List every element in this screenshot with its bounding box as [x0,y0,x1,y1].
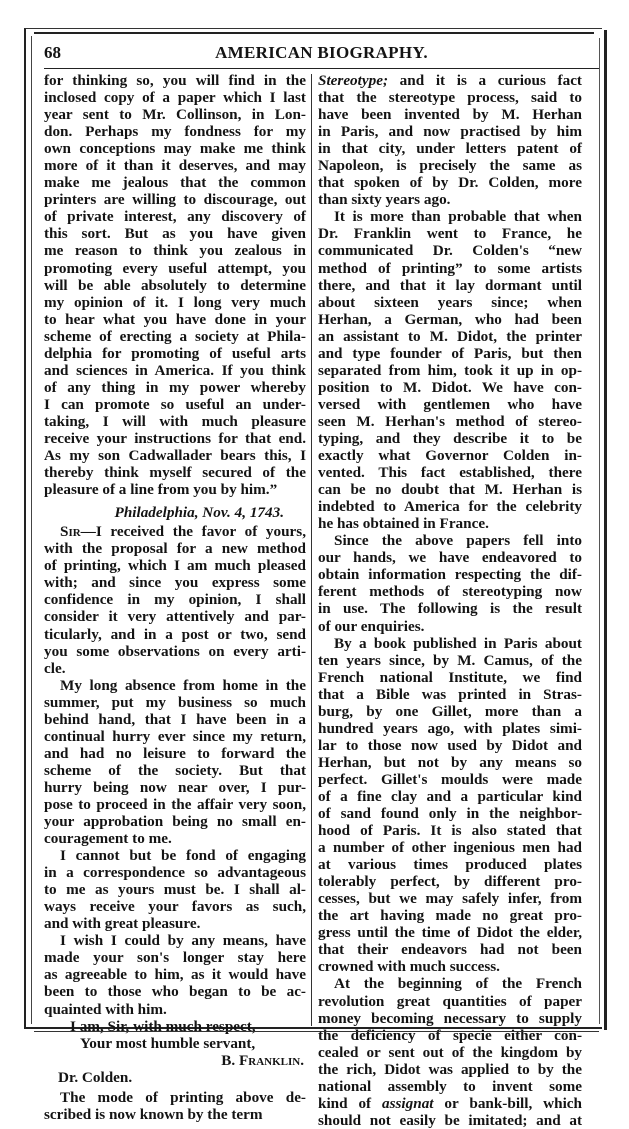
paragraph-line: hundred years ago, with plates simi- [318,719,582,737]
paragraph-line: at various times produced plates [318,856,582,874]
line-text: kind of [318,1094,383,1112]
paragraph-line: pose to proceed in the affair very soon, [44,795,306,813]
paragraph-line: to hear what you have done in your [44,310,306,328]
column-divider [311,74,312,1026]
letter-dateline: Philadelphia, Nov. 4, 1743. [114,504,284,522]
paragraph-line: indebted to America for the celebrity [318,498,582,516]
paragraph-line: burg, by one Gillet, more than a [318,702,582,720]
paragraph-line: obtain information respecting the dif- [318,566,582,584]
paragraph-line: I wish I could by any means, have [60,932,306,950]
left-inner-border [31,36,32,1024]
paragraph-line: Since the above papers fell into [334,532,582,550]
paragraph-line: quainted with him. [44,1000,167,1018]
paragraph-line: of printing, which I am much pleased [44,557,306,575]
paragraph-line: inclosed copy of a paper which I last [44,89,306,107]
left-column [44,72,306,1123]
letter-closing-servant: Your most humble servant, [80,1034,256,1052]
paragraph-line: he has obtained in France. [318,515,489,533]
signature-name: Franklin. [238,1051,304,1069]
signature-initial: B. [221,1051,239,1069]
paragraph-line: been to those who began to be ac- [44,983,306,1001]
paragraph-line: with the proposal for a new method [44,540,306,558]
bottom-border-rule [34,1031,599,1032]
paragraph-line: about sixteen years since; when [318,293,582,311]
paragraph-line: It is more than probable that when [334,208,582,226]
paragraph-line: year sent to Mr. Collinson, in Lon- [44,106,306,124]
paragraph-line: By a book published in Paris about [334,634,582,652]
right-inner-border [599,38,600,1024]
paragraph-line: couragement to me. [44,830,172,848]
paragraph-line: ways receive your favors as such, [44,898,306,916]
paragraph-line: cealed or sent out of the kingdom by [318,1043,582,1061]
right-column [318,72,582,1129]
paragraph-line: than sixty years ago. [318,191,451,209]
paragraph-line: will be able absolutely to determine [44,276,306,294]
paragraph-line: and sciences in America. If you think [44,361,306,379]
paragraph-line: ferent methods of stereotyping now [318,583,582,601]
running-head [44,43,599,65]
paragraph-line: gress until the time of Didot the elder, [318,924,582,942]
paragraph-line: to me as yours must be. I shall al- [44,881,306,899]
paragraph-line: national assembly to invent some [318,1077,582,1095]
paragraph-line: exactly what Governor Colden in- [318,447,582,465]
salutation-text: —I received the favor of yours, [80,523,306,541]
paragraph-line: scribed is now known by the term [44,1105,263,1123]
paragraph-line: an assistant to M. Didot, the printer [318,327,582,345]
paragraph-line [318,72,582,89]
paragraph-line: pleasure of a line from you by him.” [44,481,278,499]
paragraph-line: promoting every useful attempt, you [44,259,306,277]
paragraph-line: your approbation being no small en- [44,813,306,831]
line-text: and it is a curious fact [388,72,582,89]
paragraph-line: The mode of printing above de- [60,1088,306,1106]
paragraph-line: lar to those now used by Didot and [318,736,582,754]
paragraph-line: me reason to think you zealous in [44,242,306,260]
paragraph-line: French national Institute, we find [318,668,582,686]
paragraph-line: you some observations on every arti- [44,642,306,660]
paragraph-line: At the beginning of the French [334,975,582,993]
page-number: 68 [44,43,61,62]
paragraph-line: revolution great quantities of paper [318,992,582,1010]
paragraph-line: consider it very attentively and par- [44,608,306,626]
paragraph-line: Herhan, but not by any means so [318,753,582,771]
paragraph-line: of sand found only in the neighbor- [318,805,582,823]
paragraph-line: in a correspondence so advantageous [44,864,306,882]
paragraph-line: My long absence from home in the [60,676,306,694]
paragraph-line: should not easily be imitated; and at [318,1111,582,1129]
paragraph-line [318,1095,582,1112]
paragraph-line: in use. The following is the result [318,600,582,618]
paragraph-line: make me jealous that the common [44,174,306,192]
paragraph-line: continual hurry ever since my return, [44,727,306,745]
paragraph-line: this sort. But as you have given [44,225,306,243]
paragraph-line: crowned with much success. [318,958,500,976]
paragraph-line: tolerably perfect, by different pro- [318,873,582,891]
paragraph-line: in that city, under letters patent of [318,140,582,158]
paragraph-line: as agreeable to him, as it would have [44,966,306,984]
paragraph-line: our hands, we have endeavored to [318,549,582,567]
paragraph-line: ten years since, by M. Camus, of the [318,651,582,669]
paragraph-line: of any thing in my power whereby [44,378,306,396]
paragraph-line: typing, and they describe it to be [318,429,582,447]
paragraph-line: I cannot but be fond of engaging [60,847,306,865]
paragraph-line: thereby think myself secured of the [44,464,306,482]
paragraph-line: with; and since you express some [44,574,306,592]
paragraph-line: position to M. Didot. We have con- [318,378,582,396]
paragraph-line: scheme of erecting a society at Phila- [44,327,306,345]
italic-term: assignat [382,1094,434,1112]
paragraph-line: behind hand, that I have been in a [44,710,306,728]
signature [44,1052,306,1069]
paragraph-line: a number of other ingenious men had [318,839,582,857]
paragraph-line: and with great pleasure. [44,915,201,933]
paragraph-line: printers are willing to discourage, out [44,191,306,209]
paragraph-line: versed with gentlemen who have [318,395,582,413]
header-rule [44,68,599,69]
addressee: Dr. Colden. [58,1068,133,1086]
paragraph-line: of private interest, any discovery of [44,208,306,226]
paragraph-line: cesses, but we may safely infer, from [318,890,582,908]
line-text: or bank-bill, which [433,1094,582,1112]
paragraph-line: don. Perhaps my fondness for my [44,123,306,141]
paragraph-line: seen M. Herhan's method of stereo- [318,412,582,430]
paragraph-line: confidence in my opinion, I shall [44,591,306,609]
paragraph-line: can be no doubt that M. Herhan is [318,481,582,499]
paragraph-line: I can promote so useful an under- [44,395,306,413]
right-outer-border [604,30,607,1030]
salutation-line [44,523,306,540]
paragraph-line: method of printing” to some artists [318,259,582,277]
letter-closing: I am, Sir, with much respect, [70,1017,256,1035]
paragraph-line: cle. [44,659,66,677]
paragraph-line: the deficiency of specie either con- [318,1026,582,1044]
paragraph-line: in Paris, and now practised by him [318,123,582,141]
paragraph-line: hurry being now near over, I pur- [44,778,306,796]
running-head-title: AMERICAN BIOGRAPHY. [215,43,428,62]
paragraph-line: that the stereotype process, said to [318,89,582,107]
paragraph-line: delphia for promoting of useful arts [44,344,306,362]
paragraph-line: that their endeavors had not been [318,941,582,959]
paragraph-line: Herhan, a German, who had been [318,310,582,328]
paragraph-line: have been invented by M. Herhan [318,106,582,124]
paragraph-line: there, and that it lay dormant until [318,276,582,294]
paragraph-line: that a Bible was printed in Stras- [318,685,582,703]
paragraph-line: Napoleon, is precisely the same as [318,157,582,175]
paragraph-line: receive your instructions for that end. [44,429,306,447]
paragraph-line: that spoken of by Dr. Colden, more [318,174,582,192]
paragraph-line: my opinion of it. I long very much [44,293,306,311]
paragraph-line: for thinking so, you will find in the [44,72,306,89]
paragraph-line: of a fine clay and a particular kind [318,787,582,805]
paragraph-line: summer, put my business so much [44,693,306,711]
paragraph-line: Dr. Franklin went to France, he [318,225,582,243]
paragraph-line: and type founder of Paris, but then [318,344,582,362]
paragraph-line: scheme of the society. But that [44,761,306,779]
paragraph-line: the rich, Didot was applied to by the [318,1060,582,1078]
paragraph-line: and had no leisure to forward the [44,744,306,762]
top-border-rule [34,32,594,34]
paragraph-line: communicated Dr. Colden's “new [318,242,582,260]
paragraph-line: of our enquiries. [318,617,425,635]
paragraph-line: separated from him, took it up in op- [318,361,582,379]
paragraph-line: hood of Paris. It is also stated that [318,822,582,840]
salutation: Sir [60,523,81,541]
paragraph-line: As my son Cadwallader bears this, I [44,447,306,465]
paragraph-line: ticularly, and in a post or two, send [44,625,306,643]
paragraph-line: vented. This fact established, there [318,464,582,482]
paragraph-line: perfect. Gillet's moulds were made [318,770,582,788]
paragraph-line: money becoming necessary to supply [318,1009,582,1027]
paragraph-line: taking, I will with much pleasure [44,412,306,430]
italic-term: Stereotype; [318,72,389,89]
paragraph-line: the art having made no great pro- [318,907,582,925]
paragraph-line: more of it than it deserves, and may [44,157,306,175]
paragraph-line: own conceptions may make me think [44,140,306,158]
paragraph-line: made your son's longer stay here [44,949,306,967]
